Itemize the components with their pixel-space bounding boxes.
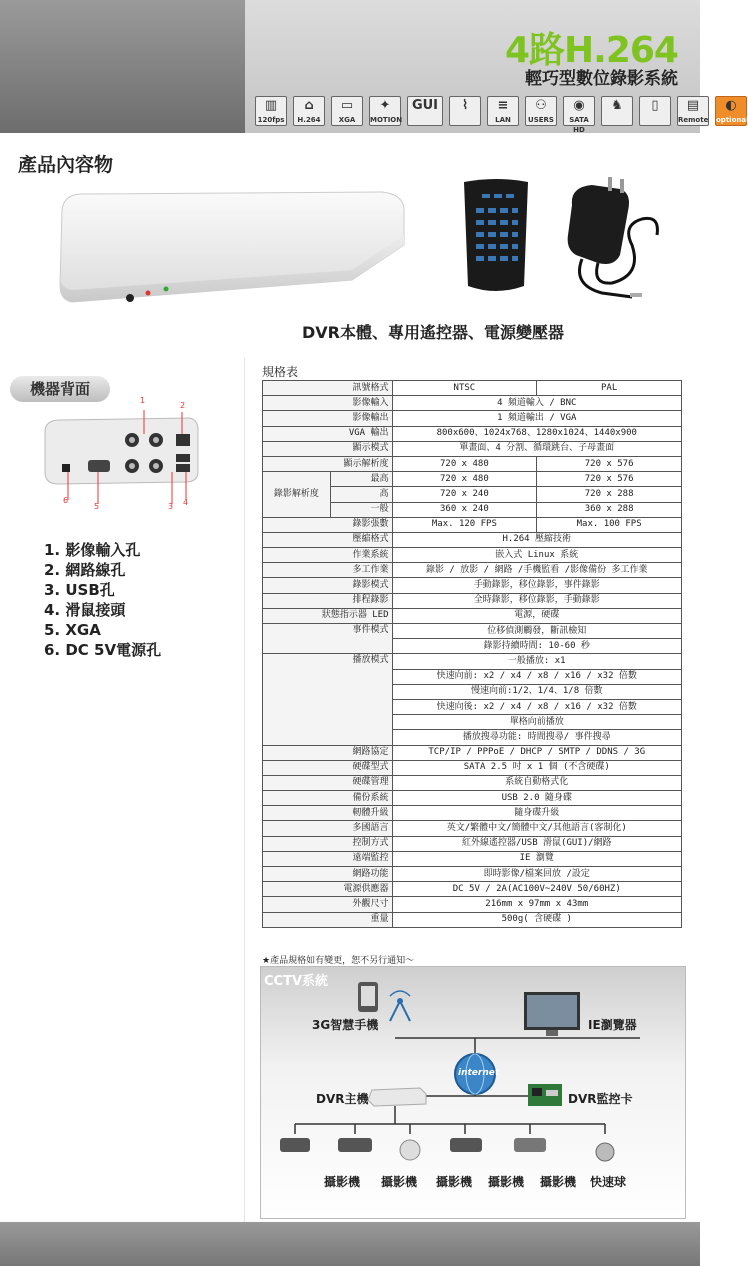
spec-value: 錄影 / 放影 / 網路 /手機監看 /影像備份 多工作業: [392, 563, 681, 578]
icon-glyph: ≡: [497, 98, 509, 113]
spec-row: [263, 517, 682, 532]
cctv-title: CCTV系統: [264, 974, 329, 989]
remote-control-image: [458, 178, 534, 296]
spec-row: [263, 381, 682, 396]
spec-row: [263, 563, 682, 578]
spec-row: [263, 912, 682, 927]
spec-label: 播放模式: [263, 654, 393, 745]
server-icon: [639, 96, 671, 126]
spec-value: 紅外線遙控器/USB 滑鼠(GUI)/網路: [392, 836, 681, 851]
device-label: 攝影機: [540, 1175, 577, 1189]
rear-port-list: [44, 540, 161, 660]
spec-row: [263, 441, 682, 456]
spec-row: [263, 882, 682, 897]
icon-glyph: ⌇: [461, 98, 469, 113]
spec-label: 網路協定: [263, 745, 393, 760]
device-label: 攝影機: [381, 1175, 418, 1189]
contents-title: 產品內容物: [18, 154, 114, 176]
port-item: 5. XGA: [44, 621, 101, 639]
spec-value: 全時錄影，移位錄影，手動錄影: [392, 593, 681, 608]
icon-glyph: ▯: [651, 98, 659, 113]
spec-label: 備份系統: [263, 791, 393, 806]
spec-label: 軔體升級: [263, 806, 393, 821]
dvr-card-icon: [528, 1084, 562, 1106]
spec-pal: 720 x 576: [537, 472, 682, 487]
spec-value: TCP/IP / PPPoE / DHCP / SMTP / DDNS / 3G: [392, 745, 681, 760]
spec-row: [263, 608, 682, 623]
spec-value: SATA 2.5 吋 x 1 個 (不含硬碟): [392, 760, 681, 775]
spec-pal: 720 x 288: [537, 487, 682, 502]
spec-value: 500g( 含硬碟 ): [392, 912, 681, 927]
spec-label: 網路功能: [263, 867, 393, 882]
spec-row: [263, 578, 682, 593]
spec-label: 錄影張數: [263, 517, 393, 532]
spec-row: [263, 593, 682, 608]
remote-icon: [677, 96, 709, 126]
spec-value: 單畫面、4 分割、循環跳台、子母畫面: [392, 441, 681, 456]
rear-panel-image: [40, 410, 205, 510]
spec-ntsc: 720 x 240: [392, 487, 537, 502]
spec-ntsc: 720 x 480: [392, 456, 537, 471]
dvr-host-icon: [368, 1088, 426, 1106]
spec-value: 216mm x 97mm x 43mm: [392, 897, 681, 912]
spec-value: 800x600、1024x768、1280x1024、1440x900: [392, 426, 681, 441]
internet-label: internet: [458, 1068, 500, 1078]
spec-value: 隨身碟升級: [392, 806, 681, 821]
spec-row: [263, 456, 682, 471]
spec-label: 排程錄影: [263, 593, 393, 608]
spec-value: H.264 壓縮技術: [392, 532, 681, 547]
spec-sublabel: 最高: [330, 472, 392, 487]
spec-row: [263, 411, 682, 426]
spec-label: 硬碟管理: [263, 775, 393, 790]
spec-label: 錄影解析度: [263, 472, 331, 518]
spec-row: [263, 851, 682, 866]
power-adapter-image: [562, 175, 662, 300]
port-item: 3. USB孔: [44, 581, 115, 599]
browser-label: IE瀏覽器: [588, 1018, 637, 1032]
spec-label: 外觀尺寸: [263, 897, 393, 912]
spec-pal: PAL: [537, 381, 682, 396]
footer-bar: [0, 1222, 700, 1266]
spec-label: 顯示解析度: [263, 456, 393, 471]
spec-value: 播放搜尋功能: 時間搜尋/ 事件搜尋: [392, 730, 681, 745]
spec-label: 作業系統: [263, 548, 393, 563]
icon-glyph: ⌂: [304, 98, 314, 113]
icon-label: 120fps: [257, 116, 285, 124]
spec-label: 事件模式: [263, 624, 393, 654]
spec-row: [263, 654, 682, 669]
device-label: 快速球: [590, 1175, 627, 1189]
h264-icon: [293, 96, 325, 126]
spec-label: 錄影模式: [263, 578, 393, 593]
gui-icon: [407, 96, 443, 126]
icon-glyph: ▤: [686, 98, 700, 113]
spec-value: 手動錄影，移位錄影，事件錄影: [392, 578, 681, 593]
spec-label: 多工作業: [263, 563, 393, 578]
spec-value: DC 5V / 2A(AC100V~240V 50/60HZ): [392, 882, 681, 897]
spec-label: 電源供應器: [263, 882, 393, 897]
spec-label: 多國語言: [263, 821, 393, 836]
dome-camera-icon: [400, 1140, 420, 1160]
spec-note: ★產品規格如有變更，恕不另行通知～: [262, 956, 415, 966]
monitor-icon: [524, 992, 580, 1036]
phone-label: 3G智慧手機: [312, 1018, 379, 1032]
usb-icon: [449, 96, 481, 126]
camera-icon: [338, 1138, 372, 1152]
xga-icon: [331, 96, 363, 126]
icon-label: H.264: [297, 116, 321, 124]
header-left-band: [0, 0, 245, 133]
sata-icon: [563, 96, 595, 134]
spec-pal: 360 x 288: [537, 502, 682, 517]
users-icon: [525, 96, 557, 126]
spec-label: 狀態指示器 LED: [263, 608, 393, 623]
spec-table: [262, 380, 682, 928]
dvr-card-label: DVR監控卡: [568, 1092, 633, 1106]
device-label: 攝影機: [436, 1175, 473, 1189]
icon-glyph: ◉: [573, 98, 585, 113]
speed-dome-icon: [596, 1143, 614, 1161]
spec-pal: 720 x 576: [537, 456, 682, 471]
device-label: 攝影機: [324, 1175, 361, 1189]
spec-label: 壓縮格式: [263, 532, 393, 547]
icon-label: optional: [716, 116, 748, 124]
spec-title: 規格表: [262, 365, 299, 379]
spec-row: [263, 426, 682, 441]
spec-value: 嵌入式 Linux 系統: [392, 548, 681, 563]
dvr-host-label: DVR主機: [316, 1092, 369, 1106]
spec-value: 慢速向前:1/2、1/4、1/8 倍數: [392, 684, 681, 699]
product-title: 4路H.264: [504, 30, 678, 71]
spec-value: 錄影持續時間: 10-60 秒: [392, 639, 681, 654]
contents-caption: DVR本體、專用遙控器、電源變壓器: [302, 323, 564, 342]
spec-row: [263, 897, 682, 912]
port-item: 2. 網路線孔: [44, 561, 126, 579]
spec-row: [263, 836, 682, 851]
spec-row: [263, 775, 682, 790]
icon-glyph: ⚇: [535, 98, 547, 113]
spec-value: 快速向前: x2 / x4 / x8 / x16 / x32 倍數: [392, 669, 681, 684]
callout-1: 1: [140, 396, 146, 405]
spec-label: 顯示模式: [263, 441, 393, 456]
icon-label: LAN: [495, 116, 511, 124]
icon-label: USERS: [528, 116, 554, 124]
spec-row: [263, 548, 682, 563]
spec-value: 英文/繁體中文/簡體中文/其他語言(客制化): [392, 821, 681, 836]
spec-row: [263, 867, 682, 882]
spec-value: 位移偵測觸發，斷訊檢知: [392, 624, 681, 639]
camera-icon: [280, 1138, 310, 1152]
lan-icon: [487, 96, 519, 126]
wireless-antenna-icon: [390, 991, 410, 1021]
optional-icon: [715, 96, 747, 126]
icon-glyph: GUI: [411, 98, 439, 113]
port-item: 4. 滑鼠接頭: [44, 601, 126, 619]
spec-value: 1 頻道輸出 / VGA: [392, 411, 681, 426]
spec-value: 4 頻道輸入 / BNC: [392, 396, 681, 411]
spec-value: 快速向後: x2 / x4 / x8 / x16 / x32 倍數: [392, 699, 681, 714]
spec-ntsc: 360 x 240: [392, 502, 537, 517]
icon-glyph: ▥: [264, 98, 278, 113]
icon-glyph: ✦: [379, 98, 391, 113]
spec-value: 單格向前播放: [392, 715, 681, 730]
callout-4: 4: [183, 498, 189, 507]
spec-row: [263, 396, 682, 411]
camera-icon: [514, 1138, 546, 1152]
spec-label: 硬碟型式: [263, 760, 393, 775]
spec-ntsc: 720 x 480: [392, 472, 537, 487]
callout-3: 3: [168, 502, 174, 511]
spec-label: 重量: [263, 912, 393, 927]
spec-value: 即時影像/檔案回放 /設定: [392, 867, 681, 882]
icon-label: Remote: [678, 116, 709, 124]
back-panel-title: 機器背面: [10, 376, 110, 402]
spec-label: VGA 輸出: [263, 426, 393, 441]
spec-label: 控制方式: [263, 836, 393, 851]
spec-row: [263, 760, 682, 775]
spec-value: 一般播放: x1: [392, 654, 681, 669]
spec-row: [263, 472, 682, 487]
spec-ntsc: Max. 120 FPS: [392, 517, 537, 532]
icon-glyph: ◐: [725, 98, 737, 113]
spec-label: 影像輸入: [263, 396, 393, 411]
spec-sublabel: 高: [330, 487, 392, 502]
motion-icon: [369, 96, 401, 126]
spec-pal: Max. 100 FPS: [537, 517, 682, 532]
dvr-unit-image: [52, 190, 407, 310]
spec-value: IE 瀏覽: [392, 851, 681, 866]
fps-icon: [255, 96, 287, 126]
port-item: 6. DC 5V電源孔: [44, 641, 162, 659]
icon-glyph: ▭: [340, 98, 354, 113]
icon-label: SATA HD: [569, 116, 589, 134]
dog-icon: [601, 96, 633, 126]
spec-value: USB 2.0 隨身碟: [392, 791, 681, 806]
feature-icon-row: [255, 96, 748, 134]
callout-2: 2: [180, 401, 186, 410]
icon-glyph: ♞: [611, 98, 623, 113]
callout-5: 5: [94, 502, 100, 511]
spec-sublabel: 一般: [330, 502, 392, 517]
spec-label: 遠端監控: [263, 851, 393, 866]
spec-row: [263, 821, 682, 836]
spec-label: 影像輸出: [263, 411, 393, 426]
camera-icon: [450, 1138, 482, 1152]
icon-label: XGA: [338, 116, 356, 124]
spec-row: [263, 806, 682, 821]
spec-label: 訊號格式: [263, 381, 393, 396]
spec-row: [263, 745, 682, 760]
spec-value: 電源，硬碟: [392, 608, 681, 623]
spec-row: [263, 624, 682, 639]
port-item: 1. 影像輸入孔: [44, 541, 141, 559]
callout-6: 6: [63, 496, 69, 505]
device-label: 攝影機: [488, 1175, 525, 1189]
spec-value: 系統自動格式化: [392, 775, 681, 790]
spec-ntsc: NTSC: [392, 381, 537, 396]
spec-row: [263, 791, 682, 806]
product-subtitle: 輕巧型數位錄影系統: [525, 69, 678, 89]
spec-row: [263, 532, 682, 547]
icon-label: MOTION: [370, 116, 403, 124]
